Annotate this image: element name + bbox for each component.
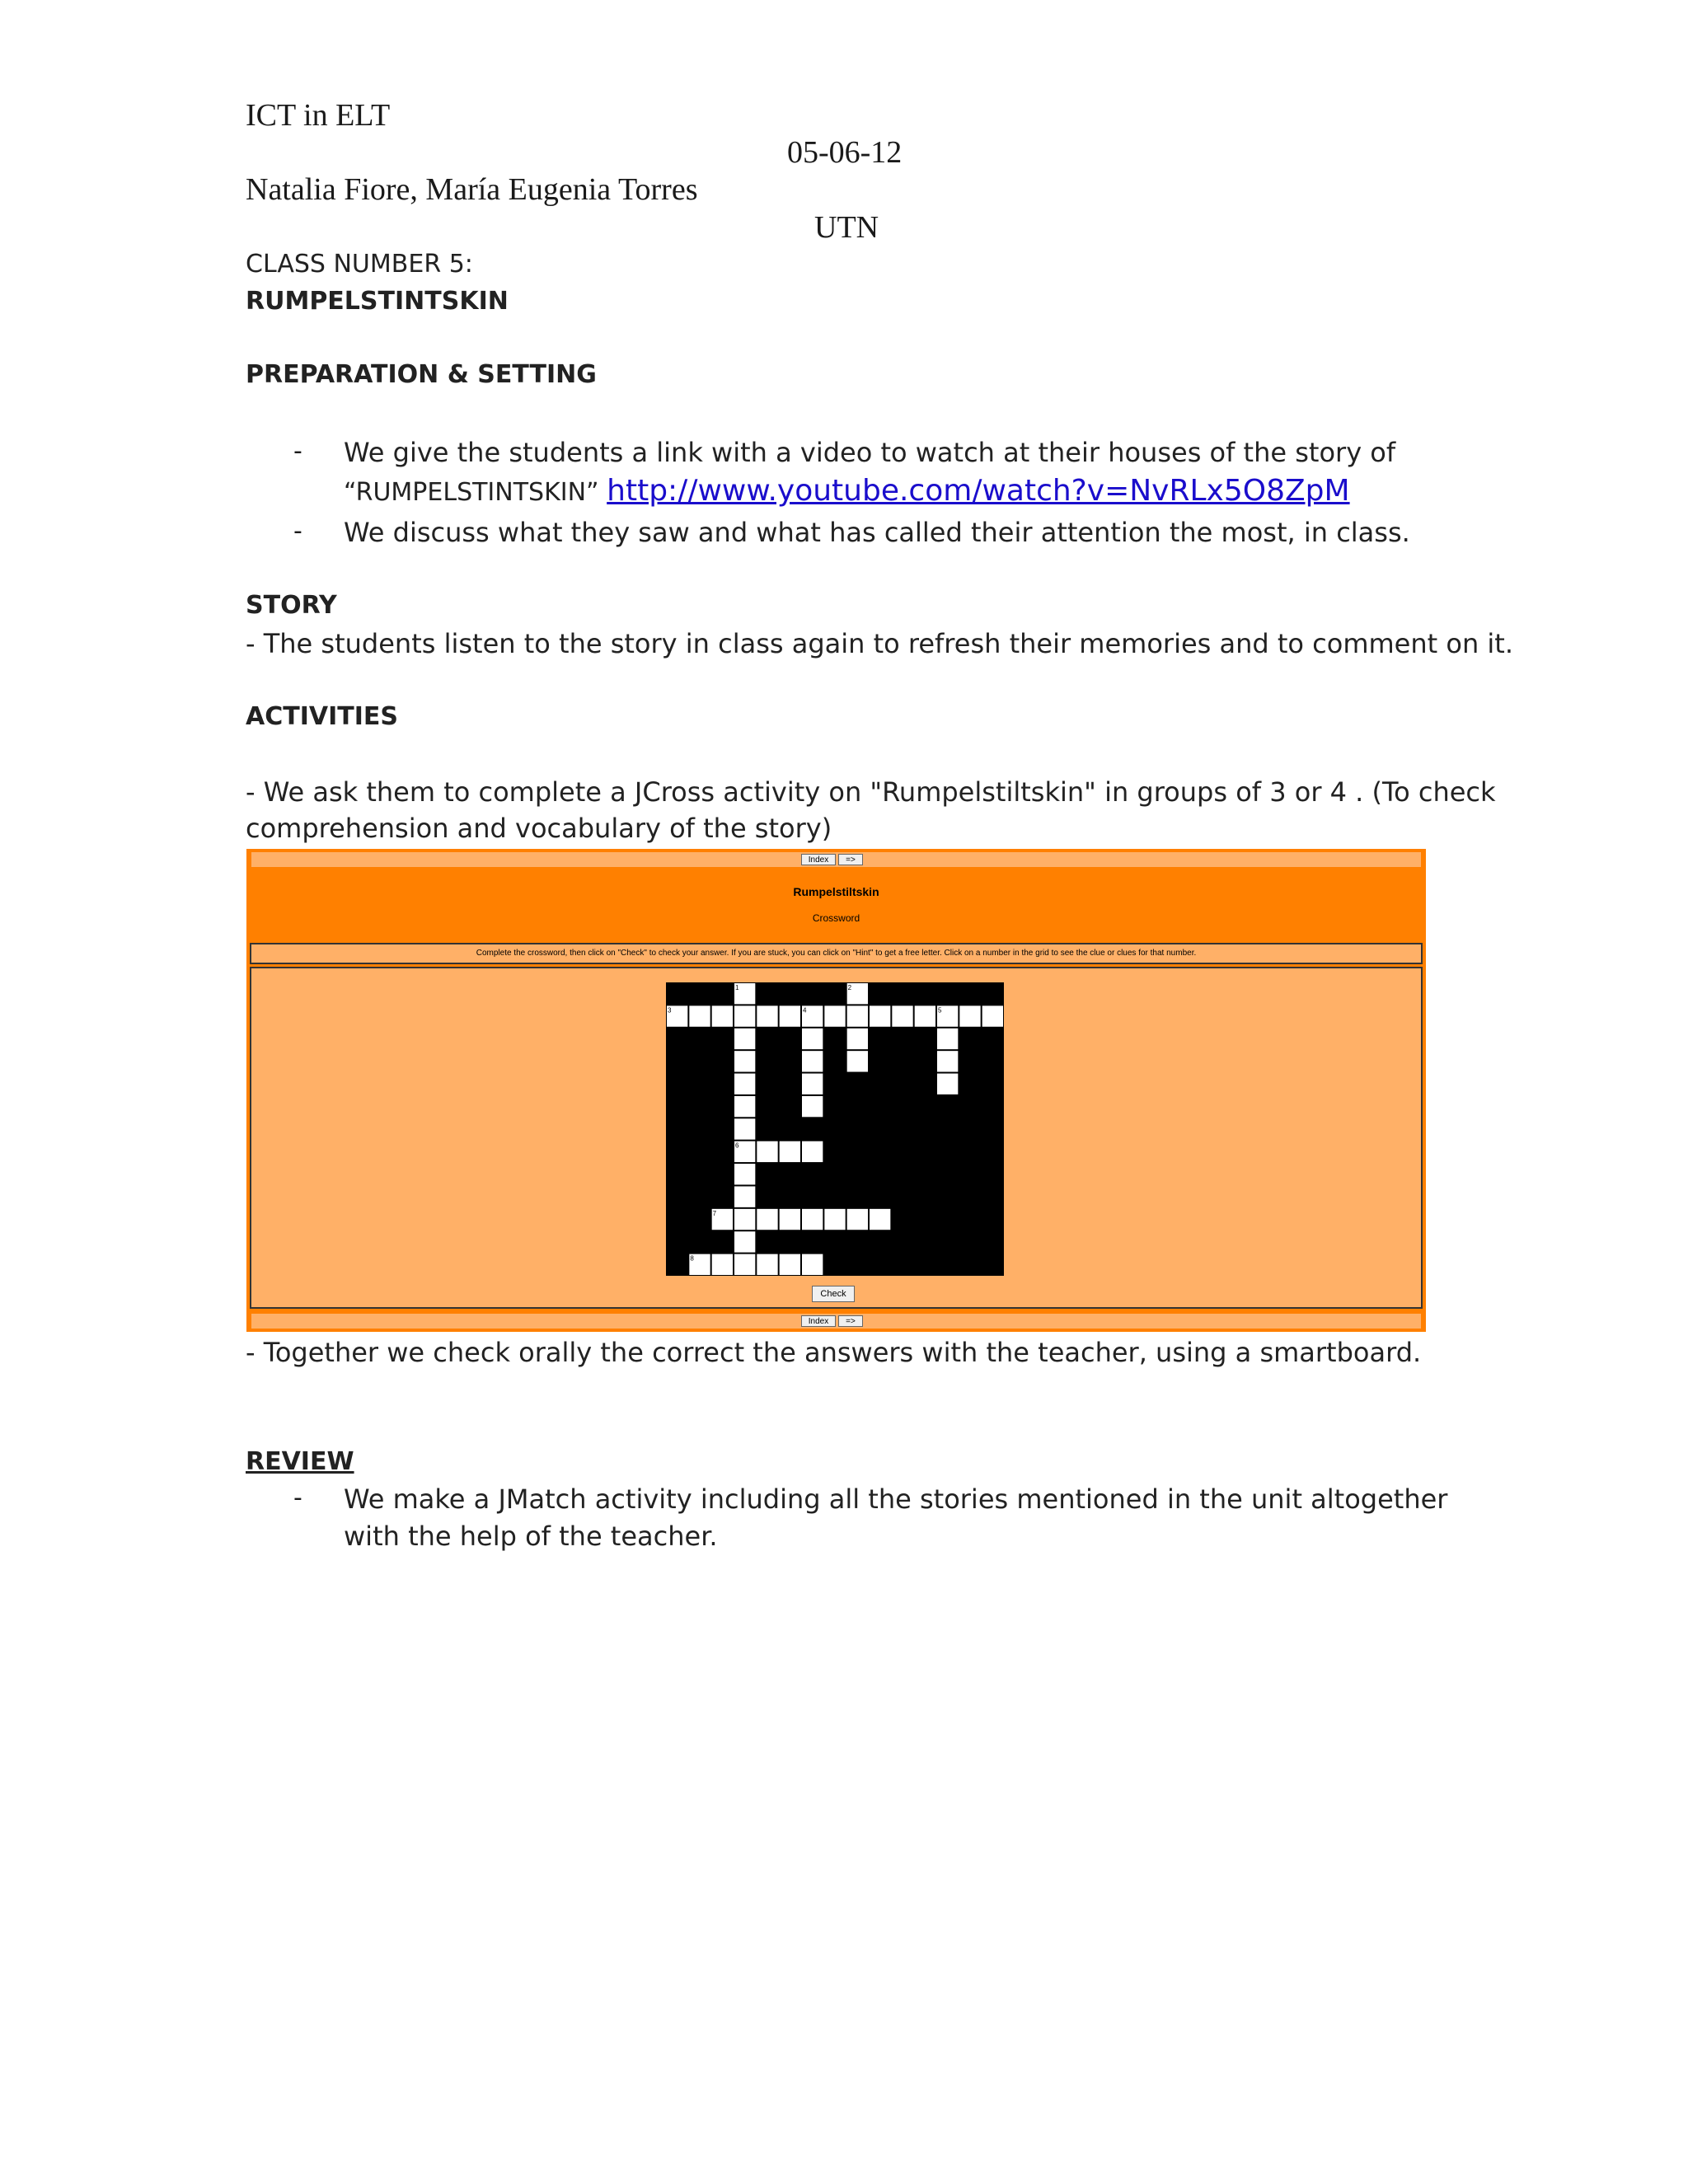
grid-cell[interactable] xyxy=(734,1118,756,1140)
grid-cell[interactable] xyxy=(914,1005,935,1027)
grid-cell[interactable] xyxy=(734,1073,756,1094)
bullet-video-line2 xyxy=(344,474,1350,508)
grid-cell[interactable] xyxy=(689,1005,710,1027)
next-button[interactable]: => xyxy=(838,1315,863,1327)
story-heading: STORY xyxy=(246,591,337,620)
jcross-subtitle: Crossword xyxy=(812,912,860,924)
crossword-grid[interactable] xyxy=(666,982,1004,1276)
class-number: CLASS NUMBER 5: xyxy=(246,250,473,279)
grid-cell[interactable] xyxy=(779,1141,800,1162)
grid-cell[interactable] xyxy=(982,1005,1003,1027)
grid-cell[interactable] xyxy=(711,1254,733,1275)
bottom-navbar xyxy=(251,1314,1421,1329)
grid-cell[interactable] xyxy=(802,1254,823,1275)
institution: UTN xyxy=(814,210,879,245)
clue-number[interactable]: 1 xyxy=(735,984,739,991)
jcross-title: Rumpelstiltskin xyxy=(793,885,879,898)
grid-cell[interactable] xyxy=(937,1051,959,1072)
grid-cell[interactable] xyxy=(757,1208,778,1230)
jcross-activity xyxy=(246,849,1426,1332)
story-text: - The students listen to the story in class again to refresh their memories and to comment on it. xyxy=(246,628,1513,659)
grid-cell[interactable] xyxy=(734,1028,756,1049)
document-date: 05-06-12 xyxy=(787,135,903,170)
grid-cell[interactable] xyxy=(802,1051,823,1072)
jcross-instructions: Complete the crossword, then click on "Check" to check your answer. If you are stuck, you can click on "Hint" to get a free letter. Click on a number in the grid to see the clue or clues for that number. xyxy=(250,943,1423,964)
review-line2: with the help of the teacher. xyxy=(344,1521,718,1552)
activities-line1: - We ask them to complete a JCross activity on "Rumpelstiltskin" in groups of 3 or 4 . (To check xyxy=(246,776,1496,808)
grid-cell[interactable] xyxy=(937,1028,959,1049)
clue-number[interactable]: 8 xyxy=(690,1254,694,1263)
next-button[interactable]: => xyxy=(838,854,863,865)
index-button[interactable]: Index xyxy=(801,1315,836,1327)
grid-cell[interactable] xyxy=(757,1005,778,1027)
grid-cell[interactable] xyxy=(846,1005,868,1027)
grid-cell[interactable] xyxy=(870,1208,891,1230)
clue-number[interactable]: 4 xyxy=(803,1006,807,1015)
bullet-dash: - xyxy=(293,1483,302,1512)
grid-cell[interactable] xyxy=(846,1051,868,1072)
crossword-panel xyxy=(250,967,1423,1309)
grid-cell[interactable] xyxy=(711,1005,733,1027)
preparation-heading: PREPARATION & SETTING xyxy=(246,360,597,389)
grid-cell[interactable] xyxy=(734,1005,756,1027)
grid-cell[interactable] xyxy=(757,1141,778,1162)
check-orally-text: - Together we check orally the correct the answers with the teacher, using a smartboard. xyxy=(246,1337,1422,1368)
bullet-dash: - xyxy=(293,517,302,546)
grid-cell[interactable] xyxy=(802,1095,823,1117)
class-title: RUMPELSTINTSKIN xyxy=(246,287,509,316)
review-heading: REVIEW xyxy=(246,1447,354,1476)
grid-cell[interactable] xyxy=(757,1254,778,1275)
bullet-video-line1: We give the students a link with a video to watch at their houses of the story of xyxy=(344,437,1396,468)
bullet-discussion: We discuss what they saw and what has called their attention the most, in class. xyxy=(344,517,1410,548)
bullet-dash: - xyxy=(293,437,302,466)
clue-number[interactable]: 7 xyxy=(712,1209,717,1217)
grid-cell[interactable] xyxy=(734,1231,756,1253)
activities-line2: comprehension and vocabulary of the story) xyxy=(246,813,832,844)
grid-cell[interactable] xyxy=(779,1005,800,1027)
grid-cell[interactable] xyxy=(846,1208,868,1230)
grid-cell[interactable] xyxy=(734,1095,756,1117)
grid-cell[interactable] xyxy=(802,1141,823,1162)
grid-cell[interactable] xyxy=(779,1208,800,1230)
story-name-quoted: “RUMPELSTINTSKIN” xyxy=(344,478,599,507)
clue-number[interactable]: 5 xyxy=(938,1006,942,1015)
grid-cell[interactable] xyxy=(802,1208,823,1230)
grid-cell[interactable] xyxy=(824,1005,846,1027)
grid-cell[interactable] xyxy=(892,1005,913,1027)
clue-number[interactable]: 2 xyxy=(847,984,852,991)
grid-cell[interactable] xyxy=(734,1186,756,1207)
check-button[interactable]: Check xyxy=(812,1286,855,1302)
grid-cell[interactable] xyxy=(802,1028,823,1049)
course-title: ICT in ELT xyxy=(246,98,391,133)
grid-cell[interactable] xyxy=(959,1005,981,1027)
grid-cell[interactable] xyxy=(734,1051,756,1072)
grid-cell[interactable] xyxy=(734,1254,756,1275)
grid-cell[interactable] xyxy=(824,1208,846,1230)
grid-cell[interactable] xyxy=(802,1073,823,1094)
clue-number[interactable]: 3 xyxy=(668,1006,672,1015)
authors: Natalia Fiore, María Eugenia Torres xyxy=(246,172,698,207)
clue-number[interactable]: 6 xyxy=(735,1141,739,1150)
grid-cell[interactable] xyxy=(846,1028,868,1049)
grid-cell[interactable] xyxy=(870,1005,891,1027)
review-line1: We make a JMatch activity including all the stories mentioned in the unit altogether xyxy=(344,1483,1448,1515)
grid-cell[interactable] xyxy=(937,1073,959,1094)
grid-cell[interactable] xyxy=(734,1208,756,1230)
grid-cell[interactable] xyxy=(779,1254,800,1275)
activities-heading: ACTIVITIES xyxy=(246,702,398,731)
grid-cell[interactable] xyxy=(734,1164,756,1185)
index-button[interactable]: Index xyxy=(801,854,836,865)
youtube-link[interactable]: http://www.youtube.com/watch?v=NvRLx5O8ZpM xyxy=(607,474,1350,508)
top-navbar xyxy=(251,852,1421,867)
